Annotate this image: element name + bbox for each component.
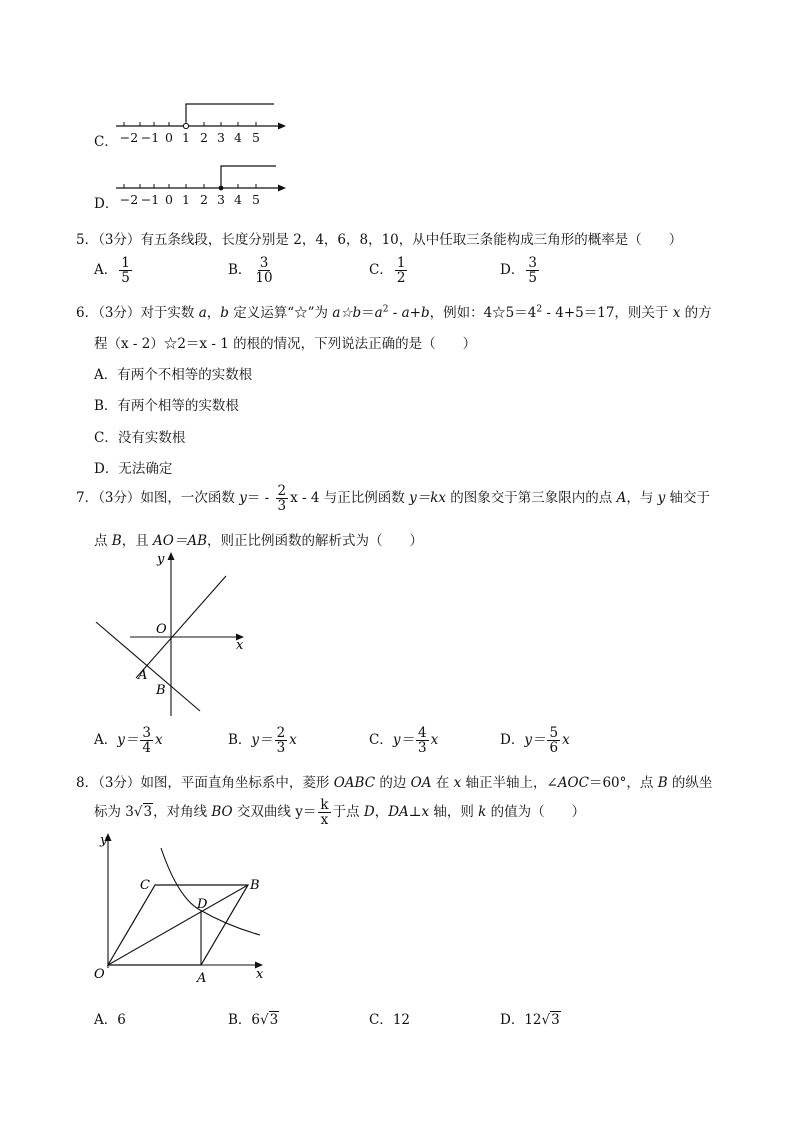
q5-score: （3分） xyxy=(98,232,141,248)
tick-label: 0 xyxy=(165,192,173,206)
tick-label: 1 xyxy=(182,192,190,206)
q5-option-c[interactable] xyxy=(369,256,409,285)
option-label: A． xyxy=(94,262,118,279)
q6-option-c[interactable]: C．没有实数根 xyxy=(94,430,186,446)
q5-stem xyxy=(76,228,682,248)
tick-label: 4 xyxy=(234,130,242,144)
q6-number: 6． xyxy=(76,305,99,321)
number-line-c xyxy=(112,98,288,144)
option-label: C． xyxy=(369,262,393,279)
q5-option-b[interactable] xyxy=(228,256,277,285)
point-a-label: A xyxy=(197,971,207,986)
q5-option-d[interactable] xyxy=(500,256,541,285)
q8-stem-line2: 标为 3 √ 3 ，对角线 BO 交双曲线 y＝ $\frac{k}{x}$ 于点 D，DA⊥x 轴，则 k 的值为（ ） xyxy=(94,797,586,829)
tick-label: 2 xyxy=(200,192,208,206)
tick-label: −2 xyxy=(119,192,139,206)
sqrt-symbol: √ 3 xyxy=(133,804,153,821)
q6-option-d[interactable]: D．无法确定 xyxy=(94,461,173,477)
q8-score: （3分） xyxy=(98,775,141,791)
point-b-label: B xyxy=(250,878,260,893)
point-b-label: B xyxy=(156,683,166,698)
fraction: $\frac{1}{2}$ xyxy=(396,255,406,287)
q7-number: 7． xyxy=(76,490,99,507)
y-axis-label: y xyxy=(100,833,108,848)
tick-label: 1 xyxy=(182,130,190,144)
q8-option-c[interactable]: C．12 xyxy=(369,1012,411,1028)
origin-label: O xyxy=(156,622,167,637)
tick-label: 5 xyxy=(252,130,260,144)
fraction: $\frac{k}{x}$ xyxy=(320,797,329,829)
point-d-label: D xyxy=(197,897,208,912)
number-line-d xyxy=(112,160,288,206)
q7-option-d[interactable]: D．y＝ $\frac{5}{6}$ x xyxy=(500,725,570,757)
q6-stem-line2: 程（x - 2）☆2＝x - 1 的根的情况，下列说法正确的是（ ） xyxy=(94,336,477,352)
sqrt-symbol: √ 3 xyxy=(260,1012,279,1028)
tick-label: −1 xyxy=(140,130,160,144)
y-axis-label: y xyxy=(157,552,165,567)
fraction: $\frac{3}{5}$ xyxy=(528,255,537,287)
q7-option-a[interactable]: A．y＝ $\frac{3}{4}$ x xyxy=(94,725,163,757)
q5-number: 5． xyxy=(76,232,99,248)
q6-option-a[interactable]: A．有两个不相等的实数根 xyxy=(94,367,253,383)
q8-option-b[interactable]: B．6 √ 3 xyxy=(228,1012,279,1028)
option-label: B． xyxy=(228,262,252,279)
point-a-label: A xyxy=(138,668,148,683)
q5-text: 有五条线段，长度分别是 2，4，6，8，10，从中任取三条能构成三角形的概率是（ ） xyxy=(140,232,683,248)
x-axis-label: x xyxy=(236,638,244,653)
q8-option-a[interactable]: A．6 xyxy=(94,1012,126,1028)
q7-score: （3分） xyxy=(98,490,141,507)
fraction: $\frac{1}{5}$ xyxy=(121,255,130,287)
tick-label: 3 xyxy=(217,130,225,144)
tick-label: 2 xyxy=(200,130,208,144)
q7-stem-line1: 7．（3分）如图，一次函数 y＝ - $\frac{2}{3}$ x - 4 与正比例函数 y＝kx 的图象交于第三象限内的点 A，与 y 轴交于 xyxy=(76,483,711,515)
q8-stem-line1: 8．（3分）如图，平面直角坐标系中，菱形 OABC 的边 OA 在 x 轴正半轴上，∠AOC＝60°，点 B 的纵坐 xyxy=(76,775,713,791)
option-c-label: C． xyxy=(94,134,118,150)
tick-label: 5 xyxy=(252,192,260,206)
q6-stem-line1: 6．（3分）对于实数 a，b 定义运算“☆”为 $a☆b=a^2 - a+b$，例如：$4☆5=4^2 - 4+5=17$，则关于 x 的方 xyxy=(76,304,712,321)
q8-number: 8． xyxy=(76,775,99,791)
tick-label: 4 xyxy=(234,192,242,206)
q7-option-c[interactable]: C．y＝ $\frac{4}{3}$ x xyxy=(369,725,439,757)
q6-score: （3分） xyxy=(98,305,141,321)
option-d-label: D． xyxy=(94,196,119,212)
tick-label: 0 xyxy=(165,130,173,144)
q8-figure xyxy=(88,828,278,988)
q7-option-b[interactable]: B．y＝ $\frac{2}{3}$ x xyxy=(228,725,297,757)
x-axis-label: x xyxy=(256,967,264,982)
tick-label: −2 xyxy=(119,130,139,144)
q7-stem-line2: 点 B，且 AO＝AB，则正比例函数的解析式为（ ） xyxy=(94,533,424,549)
q8-option-d[interactable]: D．12 √ 3 xyxy=(500,1012,560,1028)
origin-label: O xyxy=(94,967,105,982)
q7-figure xyxy=(90,548,250,720)
q5-option-a[interactable] xyxy=(94,256,134,285)
tick-label: −1 xyxy=(140,192,160,206)
option-label: D． xyxy=(500,262,525,279)
q6-option-b[interactable]: B．有两个相等的实数根 xyxy=(94,398,239,414)
sqrt-symbol: √ 3 xyxy=(541,1012,560,1028)
fraction: $\frac{3}{10}$ xyxy=(255,255,273,287)
fraction: $\frac{2}{3}$ xyxy=(277,483,287,515)
point-c-label: C xyxy=(140,878,150,893)
tick-label: 3 xyxy=(217,192,225,206)
